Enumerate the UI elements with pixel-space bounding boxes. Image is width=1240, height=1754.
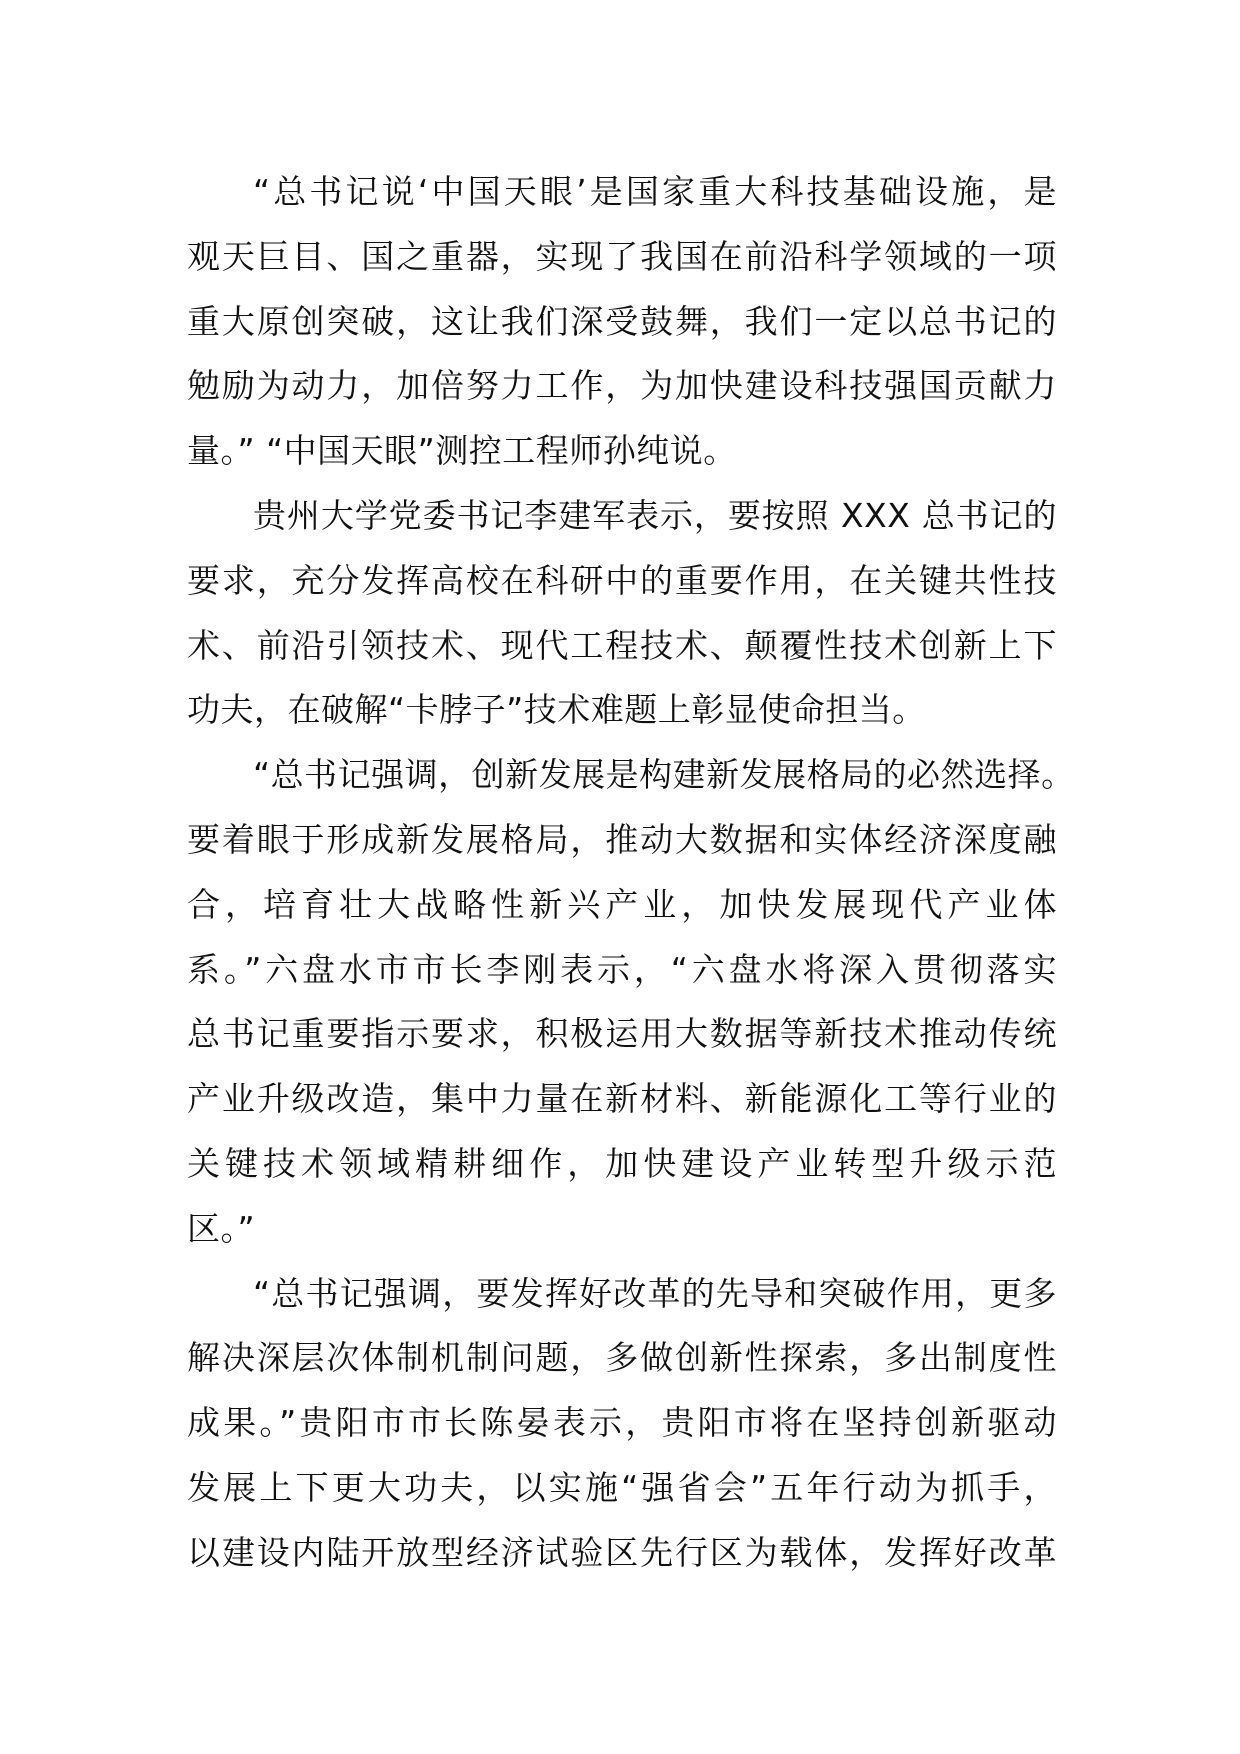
text-line: 贵州大学党委书记李建军表示，要按照 XXX 总书记的	[253, 495, 1057, 535]
text-line: 关键技术领域精耕细作，加快建设产业转型升级示范	[187, 1143, 1057, 1183]
text-line: 合，培育壮大战略性新兴产业，加快发展现代产业体	[187, 884, 1057, 924]
text-line: 发展上下更大功夫，以实施“强省会”五年行动为抓手，	[187, 1467, 1057, 1507]
text-line: 总书记重要指示要求，积极运用大数据等新技术推动传统	[187, 1014, 1057, 1054]
text-line: 重大原创突破，这让我们深受鼓舞，我们一定以总书记的	[187, 301, 1057, 341]
text-line: “总书记强调，创新发展是构建新发展格局的必然选择。	[253, 755, 1075, 795]
text-line: 要着眼于形成新发展格局，推动大数据和实体经济深度融	[187, 819, 1057, 859]
paragraph-guiyang	[187, 1262, 1057, 1586]
text-line: 产业升级改造，集中力量在新材料、新能源化工等行业的	[187, 1079, 1057, 1119]
text-line: 勉励为动力，加倍努力工作，为加快建设科技强国贡献力	[187, 366, 1057, 406]
text-line: 成果。”贵阳市市长陈晏表示，贵阳市将在坚持创新驱动	[187, 1403, 1057, 1443]
paragraph-guizhou-university	[187, 484, 1057, 743]
document-body	[187, 160, 1075, 1586]
paragraph-tianyan-quote	[187, 160, 1057, 484]
text-line: 功夫，在破解“卡脖子”技术难题上彰显使命担当。	[187, 690, 926, 730]
text-line: 以建设内陆开放型经济试验区先行区为载体，发挥好改革	[187, 1532, 1057, 1572]
text-line: 术、前沿引领技术、现代工程技术、颠覆性技术创新上下	[187, 625, 1057, 665]
text-line: 系。”六盘水市市长李刚表示，“六盘水将深入贯彻落实	[187, 949, 1057, 989]
text-line: 量。” “中国天眼”测控工程师孙纯说。	[187, 431, 737, 471]
text-line: 区。”	[187, 1208, 256, 1248]
text-line: “总书记强调，要发挥好改革的先导和突破作用，更多	[253, 1273, 1057, 1313]
paragraph-liupanshui	[187, 743, 1075, 1261]
text-line: “总书记说‘中国天眼’是国家重大科技基础设施，是	[253, 172, 1057, 211]
text-line: 观天巨目、国之重器，实现了我国在前沿科学领域的一项	[187, 236, 1057, 276]
text-line: 要求，充分发挥高校在科研中的重要作用，在关键共性技	[187, 560, 1057, 600]
text-line: 解决深层次体制机制问题，多做创新性探索，多出制度性	[187, 1338, 1057, 1378]
